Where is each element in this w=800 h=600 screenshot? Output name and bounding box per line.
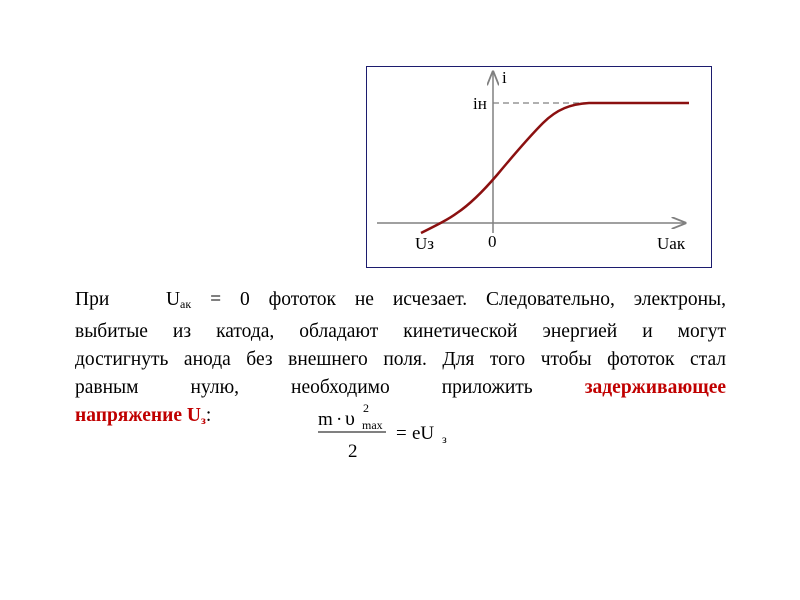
text-line-4: равным нулю, необходимо приложить задерживающее [75,377,726,398]
text-line-2: выбитые из катода, обладают кинетической энергией и могут [75,321,726,342]
formula-eu: eU [412,423,435,444]
formula-subscript-max: max [362,418,383,432]
energy-formula [316,397,466,467]
photocurrent-curve [421,103,689,233]
formula-exponent: 2 [363,401,369,415]
text-line-3: достигнуть анода без внешнего поля. Для того чтобы фототок стал [75,349,726,370]
highlight-term: задерживающее [584,377,726,398]
formula-m: m [318,409,333,430]
text-line-1: При $U_{ак} = 0$ фототок не исчезает. Следовательно, электроны, [75,289,727,311]
formula-eu-subscript: з [442,432,447,446]
graph-svg [367,67,713,269]
highlight-term-2: напряжение $U_з$ [75,405,206,427]
formula-svg [316,397,466,462]
formula-velocity: υ [345,408,355,430]
text-line-5: напряжение $U_з$: [75,405,212,427]
formula-equals: = [396,423,407,444]
formula-dot: · [336,409,343,430]
photocurrent-graph [366,66,712,268]
saturation-current-label: iн [473,94,487,113]
stopping-voltage-label: Uз [415,234,434,253]
origin-label: 0 [488,232,497,251]
formula-denominator: 2 [348,441,358,462]
y-axis-label: i [502,68,507,87]
x-axis-label: Uак [657,234,686,253]
